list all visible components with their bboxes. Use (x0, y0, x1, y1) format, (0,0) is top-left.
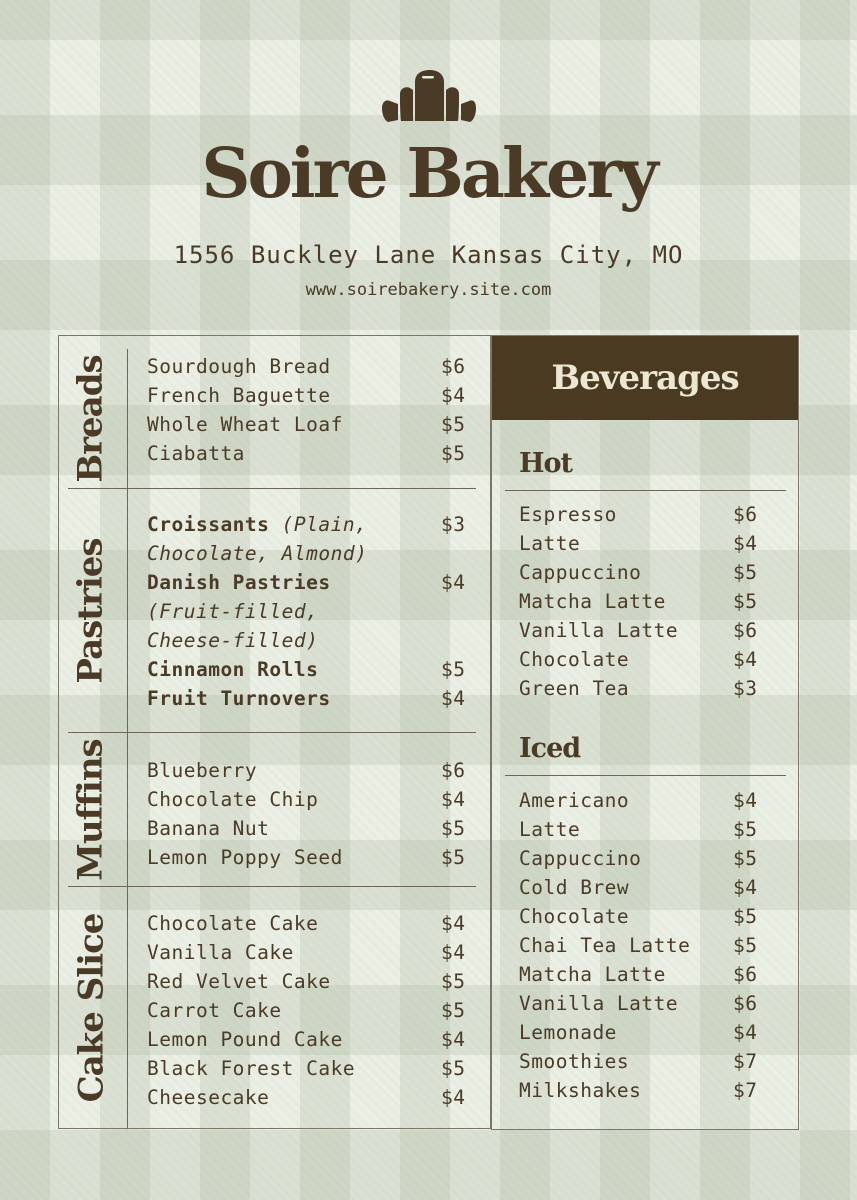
croissant-icon (378, 68, 480, 124)
menu-item: Banana Nut $5 (147, 817, 466, 840)
bakery-address: 1556 Buckley Lane Kansas City, MO (173, 241, 684, 269)
category-divider-vertical (127, 489, 128, 733)
breads-list (147, 352, 477, 468)
menu-item: Chocolate $4 (519, 648, 758, 671)
cake-slice-list (147, 909, 477, 1112)
menu-item: Latte $4 (519, 532, 758, 555)
menu-item: Green Tea $3 (519, 677, 758, 700)
iced-beverages-list (519, 786, 763, 1105)
menu-item: Cheesecake $4 (147, 1086, 466, 1109)
menu-item: Americano $4 (519, 789, 758, 812)
menu-item: Chocolate Cake $4 (147, 912, 466, 935)
muffins-list (147, 756, 477, 872)
menu-item: Chai Tea Latte $5 (519, 934, 758, 957)
menu-item: Vanilla Latte $6 (519, 992, 758, 1015)
menu-item: Milkshakes $7 (519, 1079, 758, 1102)
subcategory-divider (505, 490, 786, 491)
menu-item: Matcha Latte $6 (519, 963, 758, 986)
menu-item: Smoothies $7 (519, 1050, 758, 1073)
menu-item: Lemonade $4 (519, 1021, 758, 1044)
pastries-list (147, 510, 477, 713)
menu-item: Matcha Latte $5 (519, 590, 758, 613)
menu-item: Blueberry $6 (147, 759, 466, 782)
menu-item: Chocolate Chip $4 (147, 788, 466, 811)
menu-item: Croissants (Plain, Chocolate, Almond) $3 (147, 513, 466, 565)
beverages-panel (491, 335, 799, 1130)
menu-item: Espresso $6 (519, 503, 758, 526)
menu-item: Ciabatta $5 (147, 442, 466, 465)
hot-beverages-list (519, 500, 763, 703)
menu-item: Whole Wheat Loaf $5 (147, 413, 466, 436)
menu-header (0, 0, 857, 330)
menu-item: French Baguette $4 (147, 384, 466, 407)
bakery-title: Soire Bakery (201, 134, 656, 214)
menu-item: Sourdough Bread $6 (147, 355, 466, 378)
menu-item: Carrot Cake $5 (147, 999, 466, 1022)
category-divider-vertical (127, 733, 128, 887)
menu-item: Black Forest Cake $5 (147, 1057, 466, 1080)
menu-item: Fruit Turnovers $4 (147, 687, 466, 710)
beverages-title: Beverages (492, 336, 798, 420)
subcategory-divider (505, 775, 786, 776)
menu-item: Lemon Poppy Seed $5 (147, 846, 466, 869)
category-title-cake-slice: Cake Slice (71, 913, 111, 1103)
category-divider (68, 886, 476, 887)
menu-item: Latte $5 (519, 818, 758, 841)
menu-item: Cappuccino $5 (519, 561, 758, 584)
food-menu-panel (58, 335, 491, 1129)
category-divider (68, 732, 476, 733)
category-divider-vertical (127, 349, 128, 489)
category-title-breads: Breads (71, 355, 112, 483)
menu-item: Danish Pastries (Fruit-filled, Cheese-filled) $4 (147, 571, 466, 652)
subcategory-title-hot: Hot (519, 448, 572, 479)
menu-item: Chocolate $5 (519, 905, 758, 928)
category-divider (68, 488, 476, 489)
menu-item: Red Velvet Cake $5 (147, 970, 466, 993)
category-divider-vertical (127, 887, 128, 1129)
menu-item: Cold Brew $4 (519, 876, 758, 899)
subcategory-title-iced: Iced (519, 733, 581, 764)
category-title-pastries: Pastries (71, 538, 112, 684)
menu-item: Vanilla Cake $4 (147, 941, 466, 964)
menu-item: Lemon Pound Cake $4 (147, 1028, 466, 1051)
menu-item: Cappuccino $5 (519, 847, 758, 870)
category-title-muffins: Muffins (71, 739, 112, 881)
menu-item: Vanilla Latte $6 (519, 619, 758, 642)
bakery-website[interactable]: www.soirebakery.site.com (305, 280, 552, 300)
menu-item: Cinnamon Rolls $5 (147, 658, 466, 681)
